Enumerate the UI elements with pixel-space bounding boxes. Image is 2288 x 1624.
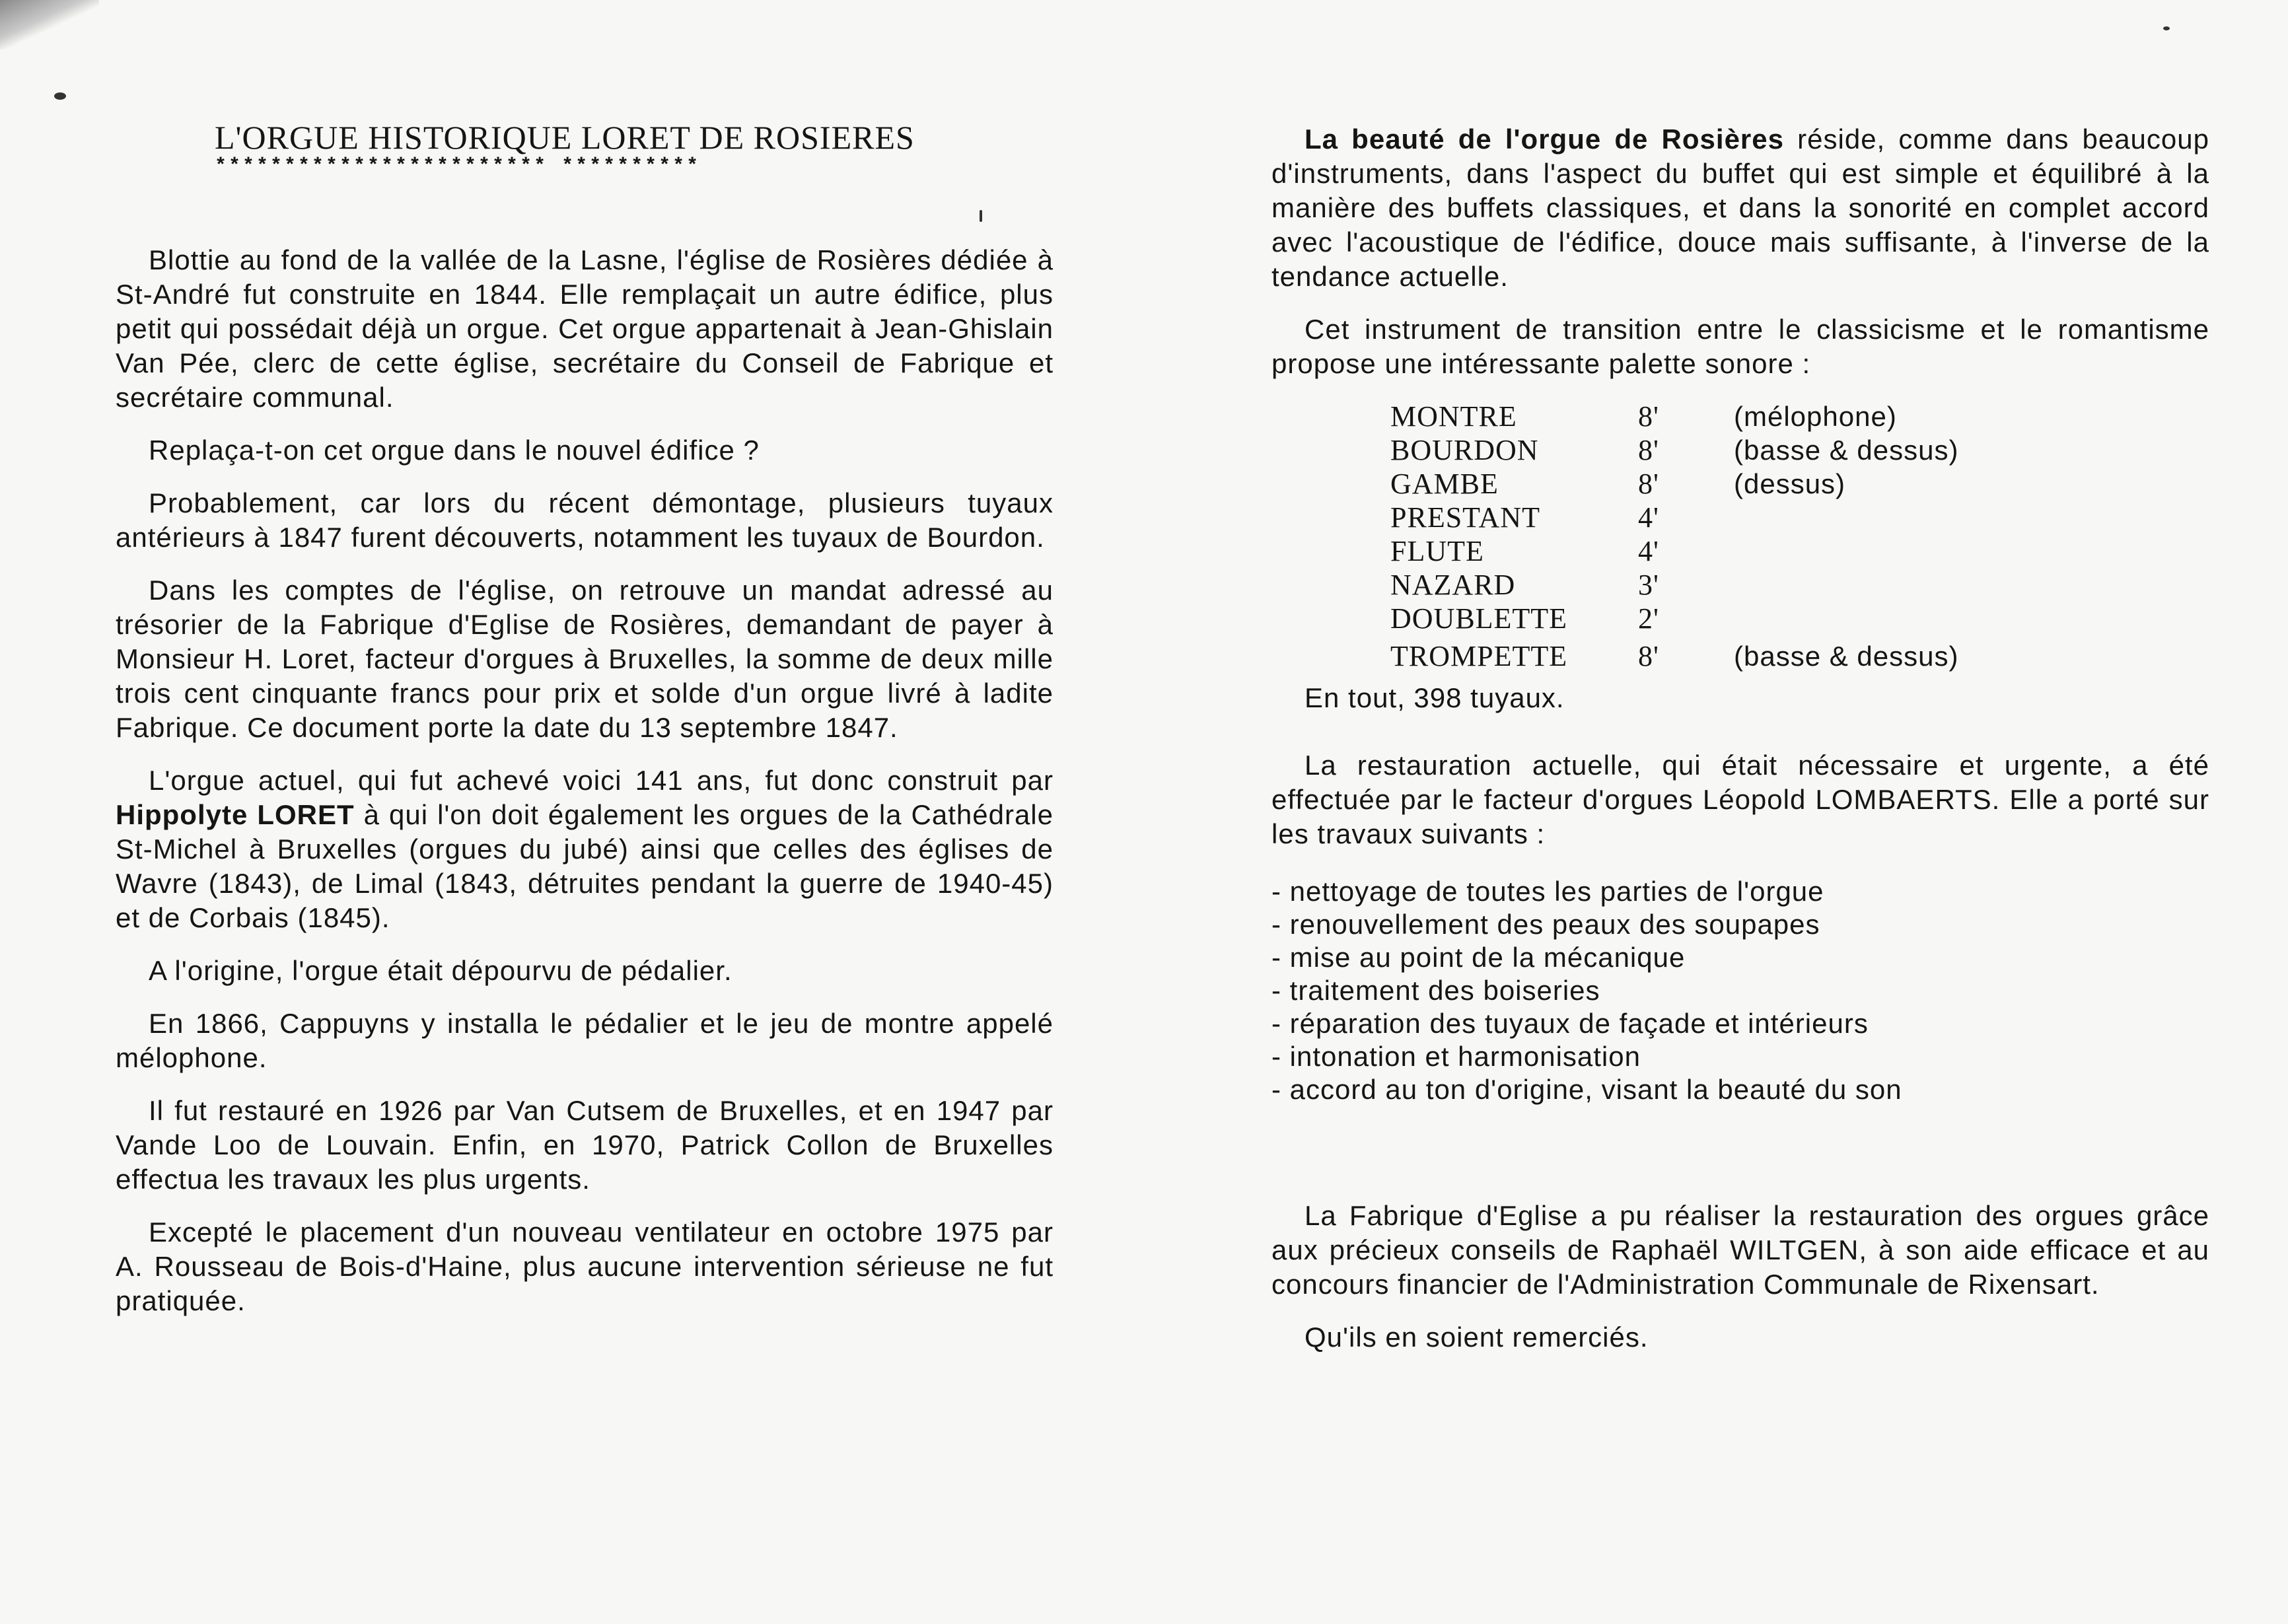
paragraph-thanks: La Fabrique d'Eglise a pu réaliser la restauration des orgues grâce aux précieux conseils de Raphaël WILTGEN, à son aide efficace et au concours financier de l'Administration Communale de Rixensart. (1271, 1200, 2209, 1300)
paragraph-question: Replaça-t-on cet orgue dans le nouvel édifice ? (149, 435, 760, 466)
paragraph-intro: Blottie au fond de la vallée de la Lasne, l'église de Rosières dédiée à St-André fut construite en 1844. Elle remplaçait un autre édifice, plus petit qui possédait déjà un orgue. Cet orgue appartenait à Jean-Ghislain Van Pée, clerc de cette église, secrétaire du Conseil de Fabrique et secrétaire communal. (116, 244, 1054, 413)
stop-name: BOURDON (1390, 434, 1539, 466)
organ-stops-list (1390, 400, 2209, 673)
paragraph-1866: En 1866, Cappuyns y installa le pédalier et le jeu de montre appelé mélophone. (116, 1008, 1054, 1073)
left-column (116, 119, 1054, 1337)
paragraph-restoration-intro: La restauration actuelle, qui était nécessaire et urgente, a été effectuée par le facteur d'orgues Léopold LOMBAERTS. Elle a porté sur les travaux suivants : (1271, 750, 2209, 849)
paragraph-restorations: Il fut restauré en 1926 par Van Cutsem de Bruxelles, et en 1947 par Vande Loo de Louvain. Enfin, en 1970, Patrick Collon de Bruxelles effectua les travaux les plus urgents. (116, 1095, 1054, 1195)
spacer (1271, 1106, 2209, 1199)
scan-speck (54, 92, 66, 100)
stop-name: TROMPETTE (1390, 640, 1568, 672)
paragraph-closing: Qu'ils en soient remerciés. (1305, 1322, 1649, 1353)
stop-pitch: 8' (1638, 434, 1659, 466)
works-item: - renouvellement des peaux des soupapes (1271, 909, 1820, 940)
loret-text-after: à qui l'on doit également les orgues de la Cathédrale St-Michel à Bruxelles (orgues du jubé) ainsi que celles des églises de Wavre (1843), de Limal (1843, détruites pendant la guerre de 1940-45) et de Corbais (1845). (116, 799, 1054, 933)
restoration-works-list (1271, 875, 2209, 1106)
works-item: - accord au ton d'origine, visant la beauté du son (1271, 1074, 1902, 1105)
beauty-text: réside, comme dans beaucoup d'instruments, dans l'aspect du buffet qui est simple et équilibré à la manière des buffets classiques, et dans la sonorité en complet accord avec l'acoustique de l'édifice, douce mais suffisante, à l'inverse de la tendance actuelle. (1271, 124, 2209, 292)
stop-note: (basse & dessus) (1734, 435, 1959, 466)
stop-row (1390, 534, 2209, 568)
stop-row (1390, 602, 2209, 635)
stop-pitch: 8' (1638, 468, 1659, 500)
title-underline-stars: ************************ ********** (215, 155, 701, 178)
stop-row (1390, 501, 2209, 534)
paragraph-ventilator: Excepté le placement d'un nouveau ventilateur en octobre 1975 par A. Rousseau de Bois-d'Haine, plus aucune intervention sérieuse ne fut pratiquée. (116, 1217, 1054, 1316)
stop-name: DOUBLETTE (1390, 602, 1568, 635)
stop-name: FLUTE (1390, 535, 1484, 567)
paragraph-total-pipes: En tout, 398 tuyaux. (1305, 682, 1565, 713)
stop-row (1390, 400, 2209, 433)
stop-pitch: 8' (1638, 640, 1659, 672)
stop-pitch: 4' (1638, 501, 1659, 534)
stop-note: (dessus) (1734, 468, 1846, 499)
paragraph-palette-intro: Cet instrument de transition entre le classicisme et le romantisme propose une intéressante palette sonore : (1271, 314, 2209, 379)
beauty-heading: La beauté de l'orgue de Rosières (1305, 124, 1784, 155)
stop-note: (basse & dessus) (1734, 641, 1959, 672)
paragraph-beauty (1271, 122, 2209, 294)
stop-row (1390, 467, 2209, 501)
stop-pitch: 4' (1638, 535, 1659, 567)
stop-name: PRESTANT (1390, 501, 1540, 534)
stop-row (1390, 433, 2209, 467)
works-item: - réparation des tuyaux de façade et intérieurs (1271, 1008, 1869, 1039)
stop-row (1390, 639, 2209, 673)
works-item: - mise au point de la mécanique (1271, 942, 1686, 973)
works-item: - nettoyage de toutes les parties de l'orgue (1271, 876, 1824, 907)
page-title: L'ORGUE HISTORIQUE LORET DE ROSIERES (215, 119, 915, 156)
stop-name: NAZARD (1390, 569, 1516, 601)
paragraph-origin: A l'origine, l'orgue était dépourvu de pédalier. (149, 955, 733, 986)
stop-pitch: 8' (1638, 400, 1659, 433)
stop-name: MONTRE (1390, 400, 1517, 433)
stop-row (1390, 568, 2209, 602)
loret-name: Hippolyte LORET (116, 799, 355, 830)
works-item: - intonation et harmonisation (1271, 1041, 1641, 1072)
stop-note: (mélophone) (1734, 401, 1897, 432)
scan-speck (2163, 26, 2170, 30)
right-column (1271, 122, 2209, 1373)
stop-pitch: 3' (1638, 569, 1659, 601)
stop-name: GAMBE (1390, 468, 1499, 500)
loret-text-before: L'orgue actuel, qui fut achevé voici 141 ans, fut donc construit par (149, 765, 1054, 796)
paragraph-loret (116, 763, 1054, 935)
paragraph-accounts: Dans les comptes de l'église, on retrouve un mandat adressé au trésorier de la Fabrique d'Eglise de Rosières, demandant de payer à Monsieur H. Loret, facteur d'orgues à Bruxelles, la somme de deux mille trois cent cinquante francs pour prix et solde d'un orgue livré à ladite Fabrique. Ce document porte la date du 13 septembre 1847. (116, 575, 1054, 743)
scan-corner-shadow (0, 0, 99, 50)
stop-pitch: 2' (1638, 602, 1659, 635)
paragraph-probably: Probablement, car lors du récent démontage, plusieurs tuyaux antérieurs à 1847 furent découverts, notamment les tuyaux de Bourdon. (116, 487, 1054, 553)
works-item: - traitement des boiseries (1271, 975, 1600, 1006)
